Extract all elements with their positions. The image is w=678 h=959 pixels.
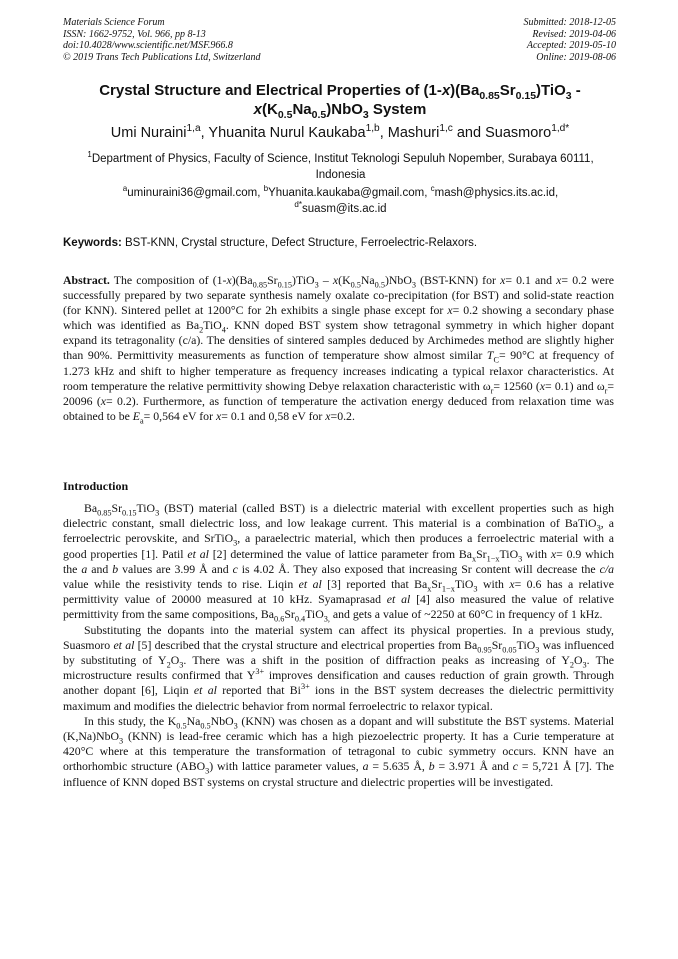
author-name: Suasmoro (485, 125, 552, 141)
intro-paragraph-3: In this study, the $K_{0.5}Na_{0.5}NbO_3$ (KNN) was chosen as a dopant and will substitute the BST systems. Material (K,Na)NbO$_3$ (KNN) is lead-free ceramic which has a high piezoelectric property. It has a Curie temperature at 420°C where at this temperature the transformation of tetragonal to cubic symmetry occurs. KNN have an orthorhombic structure $(ABO_3)$ with lattice parameter values, a = 5.635 Å, b = 3.971 Å and c = 5,721 Å [7]. The influence of KNN doped BST systems on crystal structure and dielectric properties will be investigated. (63, 713, 614, 789)
author-emails: $^a$uminuraini36@gmail.com, $^b$Yhuanita.kaukaba@gmail.com, $^c$mash@physics.its.ac.id, $^{d*}$suasm@its.ac.id (122, 184, 559, 215)
journal-info (63, 17, 261, 63)
abstract-label: Abstract. (63, 273, 110, 287)
email-address: mash@physics.its.ac.id, (434, 187, 559, 199)
intro-paragraph-1: $Ba_{0.85}Sr_{0.15}TiO_3$ (BST) material (called BST) is a dielectric material with excellent properties such as high dielectric constant, small dielectric loss, and low leakage current. This material is a combination of BaTiO$_3$, a ferroelectric perovskite, and SrTiO$_3$, a paraelectric material, which then produces a ferroelectric material with a good properties [1]. Patil et al [2] determined the value of lattice parameter from $Ba_xSr_{1-x}TiO_3$ with x= 0.9 which the a and b values are 3.99 Å and c is 4.02 Å. They also exposed that increasing Sr content will decrease the c/a value while the resistivity tends to rise. Liqin et al [3] reported that $Ba_xSr_{1-x}TiO_3$ with x= 0.6 has a relative permittivity value of 20000 measured at 10 kHz. Syamaprasad et al [4] also measured the value of relative permittivity from the same compositions, $Ba_{0.6}Sr_{0.4}TiO_{3,}$ and gets a value of ~2250 at 60°C in frequency of 1 kHz. (63, 501, 615, 624)
revised-date: Revised: 2019-04-06 (532, 28, 616, 40)
accepted-date: Accepted: 2019-05-10 (526, 40, 616, 51)
keywords: Keywords: BST-KNN, Crystal structure, Defect Structure, Ferroelectric-Relaxors. (63, 237, 478, 249)
email-address: suasm@its.ac.id (302, 202, 387, 215)
introduction-body (63, 501, 614, 790)
email-address: Yhuanita.kaukaba@gmail.com, (268, 187, 431, 199)
issn-line: ISSN: 1662-9752, Vol. 966, pp 8-13 (63, 28, 206, 40)
email-address: uminuraini36@gmail.com, (127, 187, 264, 199)
abstract: Abstract. The composition of $(1-x)(Ba_{0.85}Sr_{0.15})TiO_3 - x(K_{0.5}Na_{0.5})NbO_3$ (BST-KNN) for x= 0.1 and x= 0.2 were successfully prepared by two separate synthesis namely oxalate co-precipitation (for BST) and solid-state reaction (for KNN). Sintered pellet at 1200°C for 2h exhibits a single phase except for x= 0.2 showing a secondary phase which was identified as $Ba_2TiO_4$. KNN doped BST system show tetragonal symmetry in which higher dopant expand its tetragonality (c/a). The densities of sintered samples deduced by Archimedes method are slightly higher than 90%. Permittivity measurements as function of temperature show almost similar $T_C= 90^\circ C$ at frequency of 1.273 kHz and shift to higher temperature as frequency increases indicating a typical relaxor characteristics. At room temperature the relative permittivity showing Debye relaxation characteristic with $\omega_r= 12560$ (x= 0.1) and $\omega_r= 20096$ (x= 0.2). Furthermore, as function of temperature the activation energy deduced from relaxation time was obtained to be $E_a= 0,564$ eV for x= 0.1 and 0,58 eV for x=0.2. (63, 273, 615, 426)
affiliation: $^1$Department of Physics, Faculty of Science, Institut Teknologi Sepuluh Nopember, Surabaya 60111, Indonesia (87, 150, 594, 181)
introduction-heading: Introduction (63, 479, 129, 493)
copyright-line: © 2019 Trans Tech Publications Ltd, Switzerland (63, 51, 261, 63)
doi-line: doi:10.4028/www.scientific.net/MSF.966.8 (63, 40, 233, 51)
submitted-date: Submitted: 2018-12-05 (523, 17, 616, 28)
author-name: Yhuanita Nurul Kaukaba (208, 125, 366, 141)
online-date: Online: 2019-08-06 (536, 51, 616, 63)
author-name: Mashuri (387, 125, 440, 141)
journal-name: Materials Science Forum (63, 17, 165, 28)
dates-info (524, 17, 617, 63)
author-list: Umi Nuraini$^{1,a}$, Yhuanita Nurul Kaukaba$^{1,b}$, Mashuri$^{1,c}$ and Suasmoro$^{1,d*}$ (110, 123, 570, 141)
intro-paragraph-2: Substituting the dopants into the material system can affect its physical properties. In a previous study, Suasmoro et al [5] described that the crystal structure and electrical properties from $Ba_{0.95}Sr_{0.05}TiO_3$ was influenced by substituting of $Y_2O_3$. There was a shift in the position of diffraction peaks as increasing of $Y_2O_3$. The microstructure results confirmed that $Y^{3+}$ improves densification and causes reduction of grain growth. Through another dopant [6], Liqin et al reported that $Bi^{3+}$ ions in the BST system decreases the dielectric permittivity maximum and modifies the dielectric behavior from normal ferroelectric to relaxor typical. (63, 622, 614, 713)
paper-title: Crystal Structure and Electrical Properties of $(1-x)(Ba_{0.85}Sr_{0.15})TiO_3$ - $x(K_{0.5}Na_{0.5})NbO_3$ System (99, 82, 581, 121)
keywords-label: Keywords: (63, 237, 122, 249)
author-name: Umi Nuraini (110, 125, 187, 141)
